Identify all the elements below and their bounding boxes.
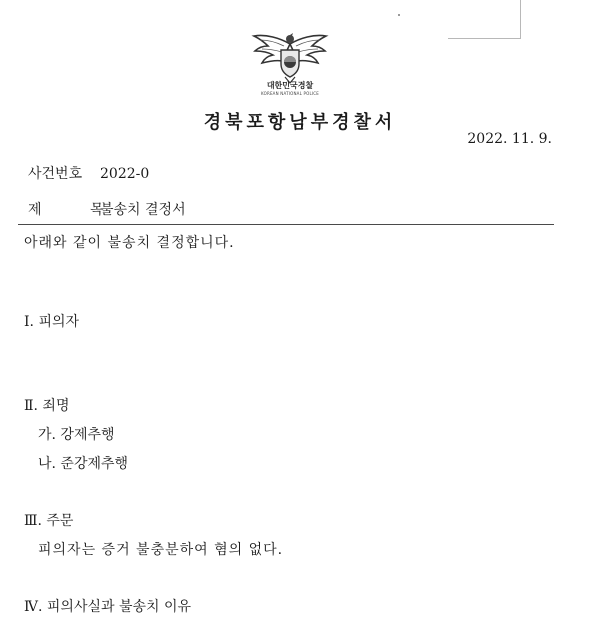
- redaction-case-number: [150, 160, 220, 182]
- subject-label: 제 목: [28, 202, 126, 218]
- case-number-row: [28, 163, 149, 183]
- agency-name-english: KOREAN NATIONAL POLICE: [261, 91, 319, 96]
- case-number-label: 사건번호: [28, 166, 83, 182]
- agency-name-korean: 대한민국경찰: [266, 81, 314, 90]
- police-eagle-emblem-icon: [250, 30, 330, 84]
- section-title: 죄명: [42, 398, 70, 414]
- section-suspect: [24, 311, 79, 331]
- charge-item: 가. 강제추행: [38, 427, 115, 443]
- section-disposition: [24, 510, 73, 530]
- section-title: 주문: [46, 513, 74, 529]
- section-numeral: Ⅳ.: [24, 599, 43, 615]
- section-numeral: Ⅲ.: [24, 513, 42, 529]
- section-title: 피의자: [38, 314, 80, 330]
- header-divider-line: [18, 224, 554, 225]
- charge-item: 나. 준강제추행: [38, 456, 129, 472]
- subject-value: 불송치 결정서: [100, 202, 186, 218]
- section-numeral: Ⅱ.: [24, 398, 38, 414]
- station-title: 경북포항남부경찰서: [203, 112, 397, 133]
- corner-scan-mark: [448, 0, 521, 39]
- section-charges: [24, 395, 69, 415]
- intro-text: 아래와 같이 불송치 결정합니다.: [24, 235, 235, 251]
- case-number-value: 2022-0: [100, 166, 150, 182]
- section-facts-and-reasons: [24, 596, 191, 616]
- section-numeral: Ⅰ.: [24, 314, 34, 330]
- subject-row: [28, 199, 186, 219]
- document-date: 2022. 11. 9.: [467, 131, 552, 147]
- section-title: 피의사실과 불송치 이유: [46, 599, 192, 615]
- disposition-text: 피의자는 증거 불충분하여 혐의 없다.: [38, 542, 284, 558]
- scan-speck: [398, 14, 400, 16]
